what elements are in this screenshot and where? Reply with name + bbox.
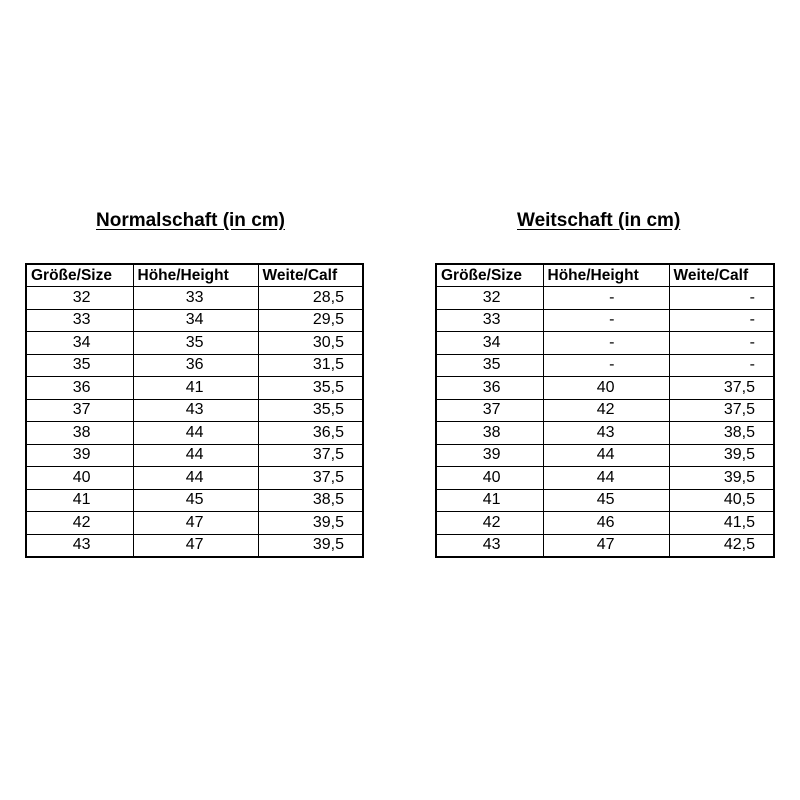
cell-calf: 38,5 [258, 489, 363, 512]
cell-height: 47 [133, 534, 258, 557]
cell-size: 35 [436, 354, 543, 377]
cell-size: 36 [26, 377, 133, 400]
cell-calf: 37,5 [669, 377, 774, 400]
header-height: Höhe/Height [133, 264, 258, 287]
table-row [436, 512, 774, 535]
table-row [26, 332, 363, 355]
cell-size: 36 [436, 377, 543, 400]
table-row [26, 354, 363, 377]
cell-height: 40 [543, 377, 669, 400]
cell-calf: 31,5 [258, 354, 363, 377]
cell-height: 44 [133, 422, 258, 445]
normal-table-body [26, 287, 363, 557]
cell-size: 42 [26, 512, 133, 535]
wide-table-body [436, 287, 774, 557]
cell-size: 34 [436, 332, 543, 355]
table-row [26, 377, 363, 400]
cell-size: 35 [26, 354, 133, 377]
cell-calf: 28,5 [258, 287, 363, 310]
cell-height: 47 [133, 512, 258, 535]
cell-height: - [543, 332, 669, 355]
header-calf: Weite/Calf [669, 264, 774, 287]
table-row [436, 422, 774, 445]
cell-size: 33 [436, 309, 543, 332]
cell-calf: 30,5 [258, 332, 363, 355]
table-row [26, 467, 363, 490]
table-header-row [436, 264, 774, 287]
table-row [436, 467, 774, 490]
cell-height: 43 [543, 422, 669, 445]
table-row [436, 332, 774, 355]
cell-height: 35 [133, 332, 258, 355]
cell-size: 32 [436, 287, 543, 310]
table-row [26, 287, 363, 310]
cell-height: 33 [133, 287, 258, 310]
cell-calf: 41,5 [669, 512, 774, 535]
cell-calf: 35,5 [258, 399, 363, 422]
cell-size: 37 [436, 399, 543, 422]
cell-height: 44 [133, 444, 258, 467]
cell-calf: 42,5 [669, 534, 774, 557]
cell-size: 32 [26, 287, 133, 310]
cell-calf: - [669, 354, 774, 377]
header-calf: Weite/Calf [258, 264, 363, 287]
cell-calf: 39,5 [669, 467, 774, 490]
cell-calf: - [669, 309, 774, 332]
cell-height: 46 [543, 512, 669, 535]
cell-size: 43 [436, 534, 543, 557]
cell-size: 38 [436, 422, 543, 445]
cell-height: 41 [133, 377, 258, 400]
table-row [436, 309, 774, 332]
cell-calf: 37,5 [258, 444, 363, 467]
cell-calf: 36,5 [258, 422, 363, 445]
cell-size: 37 [26, 399, 133, 422]
cell-height: - [543, 287, 669, 310]
cell-size: 38 [26, 422, 133, 445]
table-header-row [26, 264, 363, 287]
table-row [436, 399, 774, 422]
cell-calf: 35,5 [258, 377, 363, 400]
wide-size-table [435, 263, 775, 558]
table-row [26, 309, 363, 332]
cell-size: 41 [26, 489, 133, 512]
table-row [436, 354, 774, 377]
table-row [26, 399, 363, 422]
cell-calf: - [669, 332, 774, 355]
cell-height: 44 [133, 467, 258, 490]
cell-height: 47 [543, 534, 669, 557]
cell-calf: 29,5 [258, 309, 363, 332]
cell-height: 43 [133, 399, 258, 422]
table-row [436, 444, 774, 467]
cell-calf: 40,5 [669, 489, 774, 512]
cell-size: 43 [26, 534, 133, 557]
cell-calf: 38,5 [669, 422, 774, 445]
cell-height: - [543, 354, 669, 377]
cell-height: 34 [133, 309, 258, 332]
cell-height: 45 [133, 489, 258, 512]
table-row [436, 534, 774, 557]
cell-calf: - [669, 287, 774, 310]
table-row [26, 512, 363, 535]
table-row [26, 489, 363, 512]
cell-height: - [543, 309, 669, 332]
cell-size: 40 [26, 467, 133, 490]
cell-size: 33 [26, 309, 133, 332]
table-row [26, 422, 363, 445]
table-row [26, 534, 363, 557]
header-size: Größe/Size [26, 264, 133, 287]
table-row [436, 489, 774, 512]
cell-height: 44 [543, 467, 669, 490]
cell-size: 40 [436, 467, 543, 490]
table-row [436, 287, 774, 310]
table-row [26, 444, 363, 467]
wide-table-title: Weitschaft (in cm) [517, 210, 681, 231]
cell-size: 39 [436, 444, 543, 467]
cell-height: 44 [543, 444, 669, 467]
normal-size-table [25, 263, 364, 558]
cell-size: 34 [26, 332, 133, 355]
cell-height: 36 [133, 354, 258, 377]
cell-height: 42 [543, 399, 669, 422]
cell-height: 45 [543, 489, 669, 512]
cell-calf: 39,5 [669, 444, 774, 467]
header-height: Höhe/Height [543, 264, 669, 287]
cell-calf: 37,5 [669, 399, 774, 422]
normal-table-title: Normalschaft (in cm) [96, 210, 285, 231]
cell-calf: 37,5 [258, 467, 363, 490]
cell-size: 39 [26, 444, 133, 467]
cell-size: 41 [436, 489, 543, 512]
table-row [436, 377, 774, 400]
cell-calf: 39,5 [258, 512, 363, 535]
header-size: Größe/Size [436, 264, 543, 287]
cell-size: 42 [436, 512, 543, 535]
cell-calf: 39,5 [258, 534, 363, 557]
